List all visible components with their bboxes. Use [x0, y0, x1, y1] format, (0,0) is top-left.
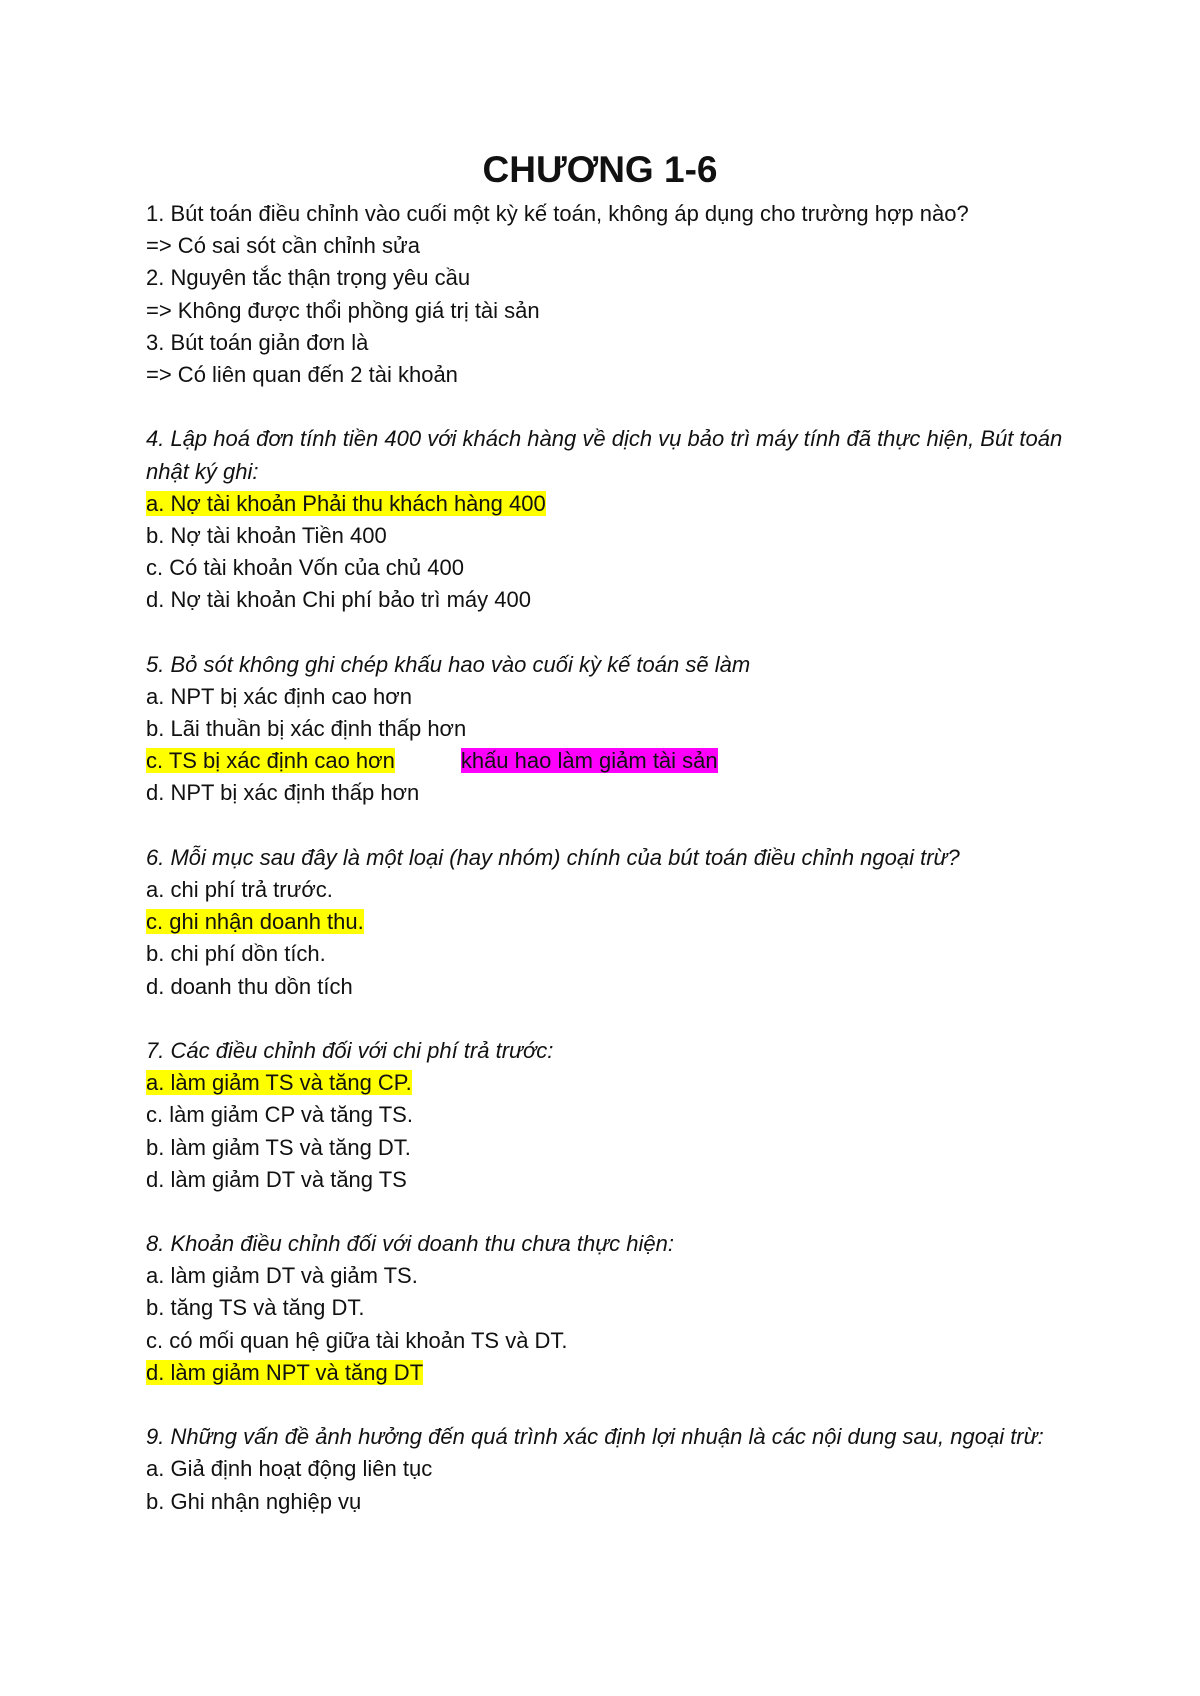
- spacer: [146, 810, 1086, 842]
- intro-line: 2. Nguyên tắc thận trọng yêu cầu: [146, 265, 471, 291]
- answer-option: b. Lãi thuần bị xác định thấp hơn: [146, 716, 467, 742]
- question-4: 4. Lập hoá đơn tính tiền 400 với khách hàng về dịch vụ bảo trì máy tính đã thực hiện, Bút toán nhật ký ghi:: [146, 426, 1063, 484]
- question-7: 7. Các điều chỉnh đối với chi phí trả trước:: [146, 1037, 554, 1063]
- answer-option: a. Giả định hoạt động liên tục: [146, 1456, 433, 1482]
- answer-option: b. Nợ tài khoản Tiền 400: [146, 522, 387, 548]
- answer-option: c. làm giảm CP và tăng TS.: [146, 1102, 413, 1128]
- intro-line: => Không được thổi phồng giá trị tài sản: [146, 297, 540, 323]
- answer-option: [146, 488, 1086, 520]
- answer-option: d. doanh thu dồn tích: [146, 973, 353, 999]
- document-body: [146, 198, 1086, 1518]
- question-6: 6. Mỗi mục sau đây là một loại (hay nhóm) chính của bút toán điều chỉnh ngoại trừ?: [146, 844, 960, 870]
- answer-option: d. làm giảm DT và tăng TS: [146, 1166, 407, 1192]
- intro-line: 3. Bút toán giản đơn là: [146, 329, 369, 355]
- intro-line: => Có liên quan đến 2 tài khoản: [146, 361, 458, 387]
- question-5: 5. Bỏ sót không ghi chép khấu hao vào cuối kỳ kế toán sẽ làm: [146, 651, 751, 677]
- answer-option: b. chi phí dồn tích.: [146, 941, 326, 967]
- spacer: [146, 1003, 1086, 1035]
- question-8: 8. Khoản điều chỉnh đối với doanh thu chưa thực hiện:: [146, 1231, 674, 1257]
- answer-option: d. NPT bị xác định thấp hơn: [146, 780, 420, 806]
- answer-option: b. tăng TS và tăng DT.: [146, 1295, 365, 1321]
- answer-option: [146, 745, 1086, 777]
- answer-option: [146, 1067, 1086, 1099]
- answer-option: d. Nợ tài khoản Chi phí bảo trì máy 400: [146, 587, 531, 613]
- highlighted-answer: c. TS bị xác định cao hơn: [146, 748, 395, 774]
- answer-note: khấu hao làm giảm tài sản: [460, 748, 718, 774]
- answer-option: b. làm giảm TS và tăng DT.: [146, 1134, 411, 1160]
- highlighted-answer: a. Nợ tài khoản Phải thu khách hàng 400: [146, 490, 546, 516]
- spacer: [146, 1389, 1086, 1421]
- question-9: 9. Những vấn đề ảnh hưởng đến quá trình xác định lợi nhuận là các nội dung sau, ngoại trừ:: [146, 1424, 1044, 1450]
- highlighted-answer: c. ghi nhận doanh thu.: [146, 909, 364, 935]
- answer-option: a. làm giảm DT và giảm TS.: [146, 1263, 418, 1289]
- highlighted-answer: d. làm giảm NPT và tăng DT: [146, 1359, 424, 1385]
- spacer: [146, 1196, 1086, 1228]
- page-title: CHƯƠNG 1-6: [482, 149, 718, 190]
- answer-option: a. NPT bị xác định cao hơn: [146, 683, 412, 709]
- answer-option: c. Có tài khoản Vốn của chủ 400: [146, 555, 464, 581]
- answer-option: b. Ghi nhận nghiệp vụ: [146, 1488, 362, 1514]
- answer-option: a. chi phí trả trước.: [146, 877, 333, 902]
- answer-option: c. có mối quan hệ giữa tài khoản TS và DT.: [146, 1327, 568, 1353]
- answer-option: [146, 1357, 1086, 1389]
- highlighted-answer: a. làm giảm TS và tăng CP.: [146, 1070, 412, 1096]
- intro-line: 1. Bút toán điều chỉnh vào cuối một kỳ kế toán, không áp dụng cho trường hợp nào?: [146, 201, 969, 226]
- intro-line: => Có sai sót cần chỉnh sửa: [146, 233, 420, 259]
- spacer: [146, 616, 1086, 648]
- answer-option: [146, 906, 1086, 938]
- spacer: [146, 391, 1086, 423]
